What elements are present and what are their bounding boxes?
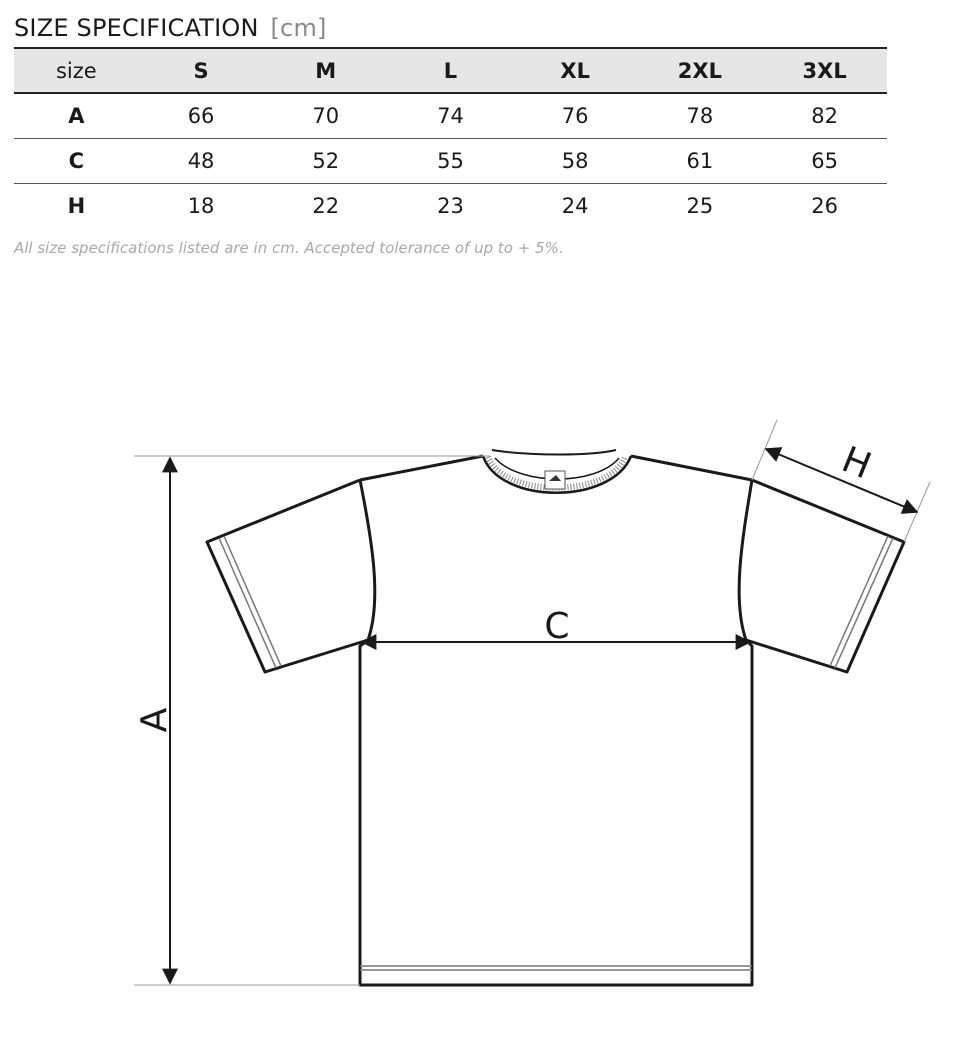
label-c: C xyxy=(544,606,570,647)
label-a: A xyxy=(134,707,175,733)
sleeve-hem-right xyxy=(835,538,893,668)
sleeve-left xyxy=(207,480,368,672)
row-label: H xyxy=(67,194,86,218)
table-header-size: XL xyxy=(513,48,638,93)
tshirt-outline xyxy=(207,456,904,985)
table-cell: 23 xyxy=(437,194,464,218)
sleeve-right xyxy=(746,480,904,672)
table-header-size-label: size xyxy=(14,48,139,93)
hems xyxy=(219,536,893,970)
table-header-size: 3XL xyxy=(762,48,887,93)
table-cell: 55 xyxy=(388,139,513,184)
table-cell: 58 xyxy=(513,139,638,184)
table-header-size: S xyxy=(139,48,264,93)
table-cell: 76 xyxy=(513,93,638,139)
table-cell: 26 xyxy=(811,194,838,218)
table-cell: 24 xyxy=(561,194,589,218)
collar-top xyxy=(492,450,616,455)
row-label: A xyxy=(14,93,139,139)
tolerance-note: All size specifications listed are in cm. Accepted tolerance of up to + 5%. xyxy=(14,239,564,257)
row-label: C xyxy=(14,139,139,184)
tshirt-body xyxy=(360,480,752,985)
table-cell: 82 xyxy=(762,93,887,139)
table-header-size: M xyxy=(263,48,388,93)
title-unit: [cm] xyxy=(270,14,327,42)
measure-h xyxy=(752,420,930,542)
table-cell: 74 xyxy=(388,93,513,139)
measure-h-arrow xyxy=(766,449,917,512)
table-cell: 70 xyxy=(263,93,388,139)
measure-a xyxy=(134,456,490,985)
measure-c xyxy=(362,606,750,647)
table-cell: 18 xyxy=(187,194,215,218)
shoulder-left xyxy=(360,456,483,480)
table-cell: 61 xyxy=(638,139,763,184)
label-h: H xyxy=(836,439,877,488)
measure-h-extension xyxy=(752,420,777,480)
table-cell: 52 xyxy=(263,139,388,184)
label-tag-icon xyxy=(545,471,565,489)
title-text: SIZE SPECIFICATION xyxy=(14,14,259,42)
table-cell: 48 xyxy=(139,139,264,184)
table-cell: 22 xyxy=(312,194,340,218)
table-header-size: 2XL xyxy=(638,48,763,93)
shoulder-right xyxy=(631,456,752,480)
table-cell: 78 xyxy=(638,93,763,139)
table-cell: 65 xyxy=(762,139,887,184)
table-cell: 66 xyxy=(139,93,264,139)
table-cell: 25 xyxy=(686,194,714,218)
table-header-size: L xyxy=(388,48,513,93)
sleeve-hem-left xyxy=(219,538,276,668)
